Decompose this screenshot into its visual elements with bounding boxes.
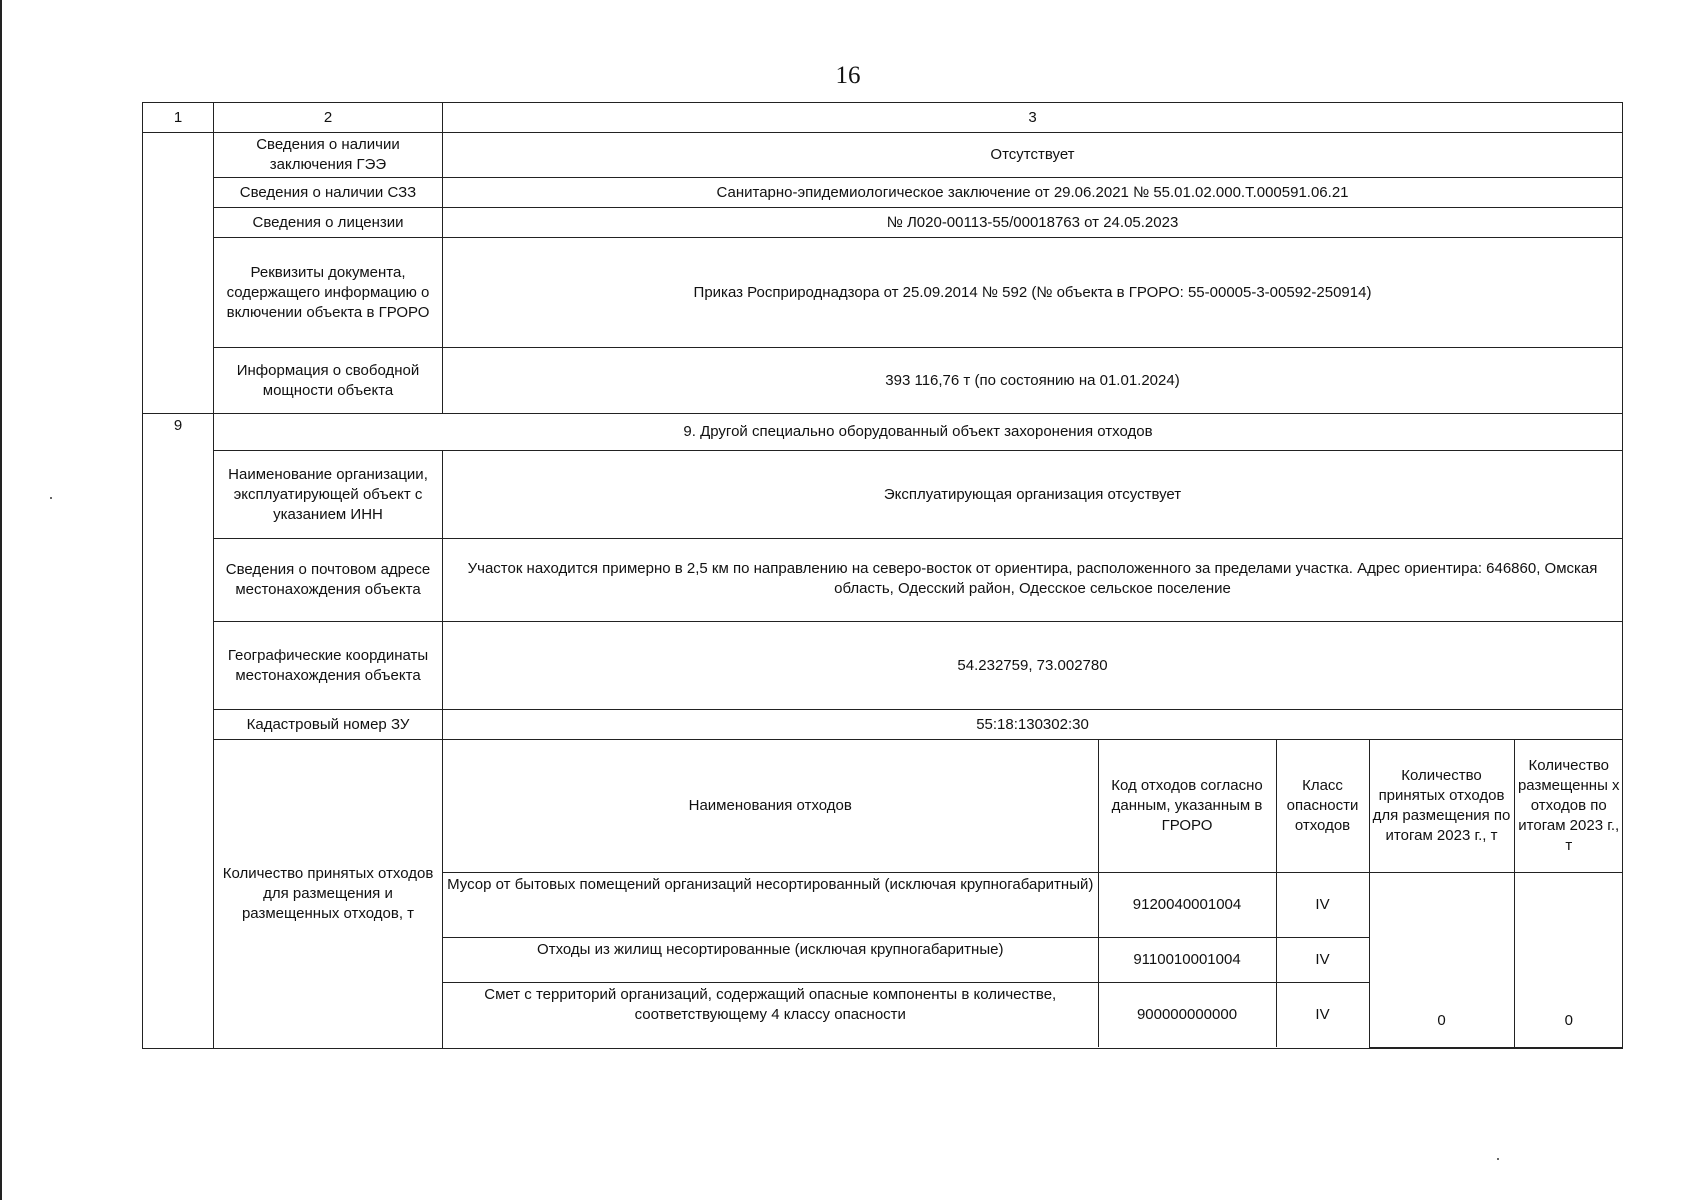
row-value: 55:18:130302:30: [443, 710, 1623, 740]
table-row: [143, 539, 1623, 622]
section-title-row: [143, 414, 1623, 451]
table-row: [143, 710, 1623, 740]
waste-header-accepted: Количество принятых отходов для размещения по итогам 2023 г., т: [1369, 740, 1514, 872]
table-row: [143, 133, 1623, 178]
waste-placed-total: 0: [1514, 872, 1623, 1047]
waste-code: 900000000000: [1098, 982, 1276, 1047]
waste-header-row: [443, 740, 1623, 872]
row-label: Кадастровый номер ЗУ: [214, 710, 443, 740]
scan-speck: [50, 497, 52, 499]
waste-header-placed: Количество размещенны х отходов по итогам 2023 г., т: [1514, 740, 1623, 872]
waste-header-name: Наименования отходов: [443, 740, 1098, 872]
waste-code: 9110010001004: [1098, 937, 1276, 982]
row-number-empty: [143, 133, 214, 414]
section-number: 9: [143, 414, 214, 1049]
waste-row: [143, 740, 1623, 1049]
row-label: Сведения о почтовом адресе местонахождения объекта: [214, 539, 443, 622]
row-value: Санитарно-эпидемиологическое заключение от 29.06.2021 № 55.01.02.000.Т.000591.06.21: [443, 178, 1623, 208]
header-col-3: 3: [443, 103, 1623, 133]
waste-name: Смет с территорий организаций, содержащий опасные компоненты в количестве, соответствующему 4 классу опасности: [443, 982, 1098, 1047]
header-row: [143, 103, 1623, 133]
row-value: Отсутствует: [443, 133, 1623, 178]
waste-name: Отходы из жилищ несортированные (исключая крупногабаритные): [443, 937, 1098, 982]
section-title: 9. Другой специально оборудованный объект захоронения отходов: [214, 414, 1623, 451]
scan-edge-line: [0, 0, 2, 1200]
waste-table-cell: [443, 740, 1623, 1049]
table-row: [143, 348, 1623, 414]
waste-class: IV: [1276, 982, 1369, 1047]
row-label: Наименование организации, эксплуатирующей объект с указанием ИНН: [214, 451, 443, 539]
row-value: Приказ Росприроднадзора от 25.09.2014 № 592 (№ объекта в ГРОРО: 55-00005-3-00592-250914): [443, 238, 1623, 348]
registry-table: [142, 102, 1623, 1049]
row-label: Информация о свободной мощности объекта: [214, 348, 443, 414]
page-number: 16: [835, 62, 861, 89]
waste-accepted-total: 0: [1369, 872, 1514, 1047]
waste-code: 9120040001004: [1098, 872, 1276, 937]
row-value: № Л020-00113-55/00018763 от 24.05.2023: [443, 208, 1623, 238]
waste-header-code: Код отходов согласно данным, указанным в ГРОРО: [1098, 740, 1276, 872]
table-row: [143, 238, 1623, 348]
row-label: Географические координаты местонахождения объекта: [214, 622, 443, 710]
waste-class: IV: [1276, 937, 1369, 982]
table-row: [143, 208, 1623, 238]
row-label: Реквизиты документа, содержащего информацию о включении объекта в ГРОРО: [214, 238, 443, 348]
scan-speck: [1497, 1158, 1499, 1160]
table-row: [143, 178, 1623, 208]
row-value: 393 116,76 т (по состоянию на 01.01.2024): [443, 348, 1623, 414]
waste-table: [443, 740, 1623, 1048]
waste-header-class: Класс опасности отходов: [1276, 740, 1369, 872]
waste-label: Количество принятых отходов для размещения и размещенных отходов, т: [214, 740, 443, 1049]
header-col-2: 2: [214, 103, 443, 133]
row-label: Сведения о наличии заключения ГЭЭ: [214, 133, 443, 178]
header-col-1: 1: [143, 103, 214, 133]
row-value: Участок находится примерно в 2,5 км по направлению на северо-восток от ориентира, расположенного за пределами участка. Адрес ориентира: 646860, Омская область, Одесский район, Одесское сельское поселение: [443, 539, 1623, 622]
row-label: Сведения о лицензии: [214, 208, 443, 238]
waste-class: IV: [1276, 872, 1369, 937]
waste-name: Мусор от бытовых помещений организаций несортированный (исключая крупногабаритный): [443, 872, 1098, 937]
row-value: Эксплуатирующая организация отсуствует: [443, 451, 1623, 539]
row-value: 54.232759, 73.002780: [443, 622, 1623, 710]
waste-row-item: [443, 872, 1623, 937]
table-row: [143, 451, 1623, 539]
table-row: [143, 622, 1623, 710]
row-label: Сведения о наличии СЗЗ: [214, 178, 443, 208]
